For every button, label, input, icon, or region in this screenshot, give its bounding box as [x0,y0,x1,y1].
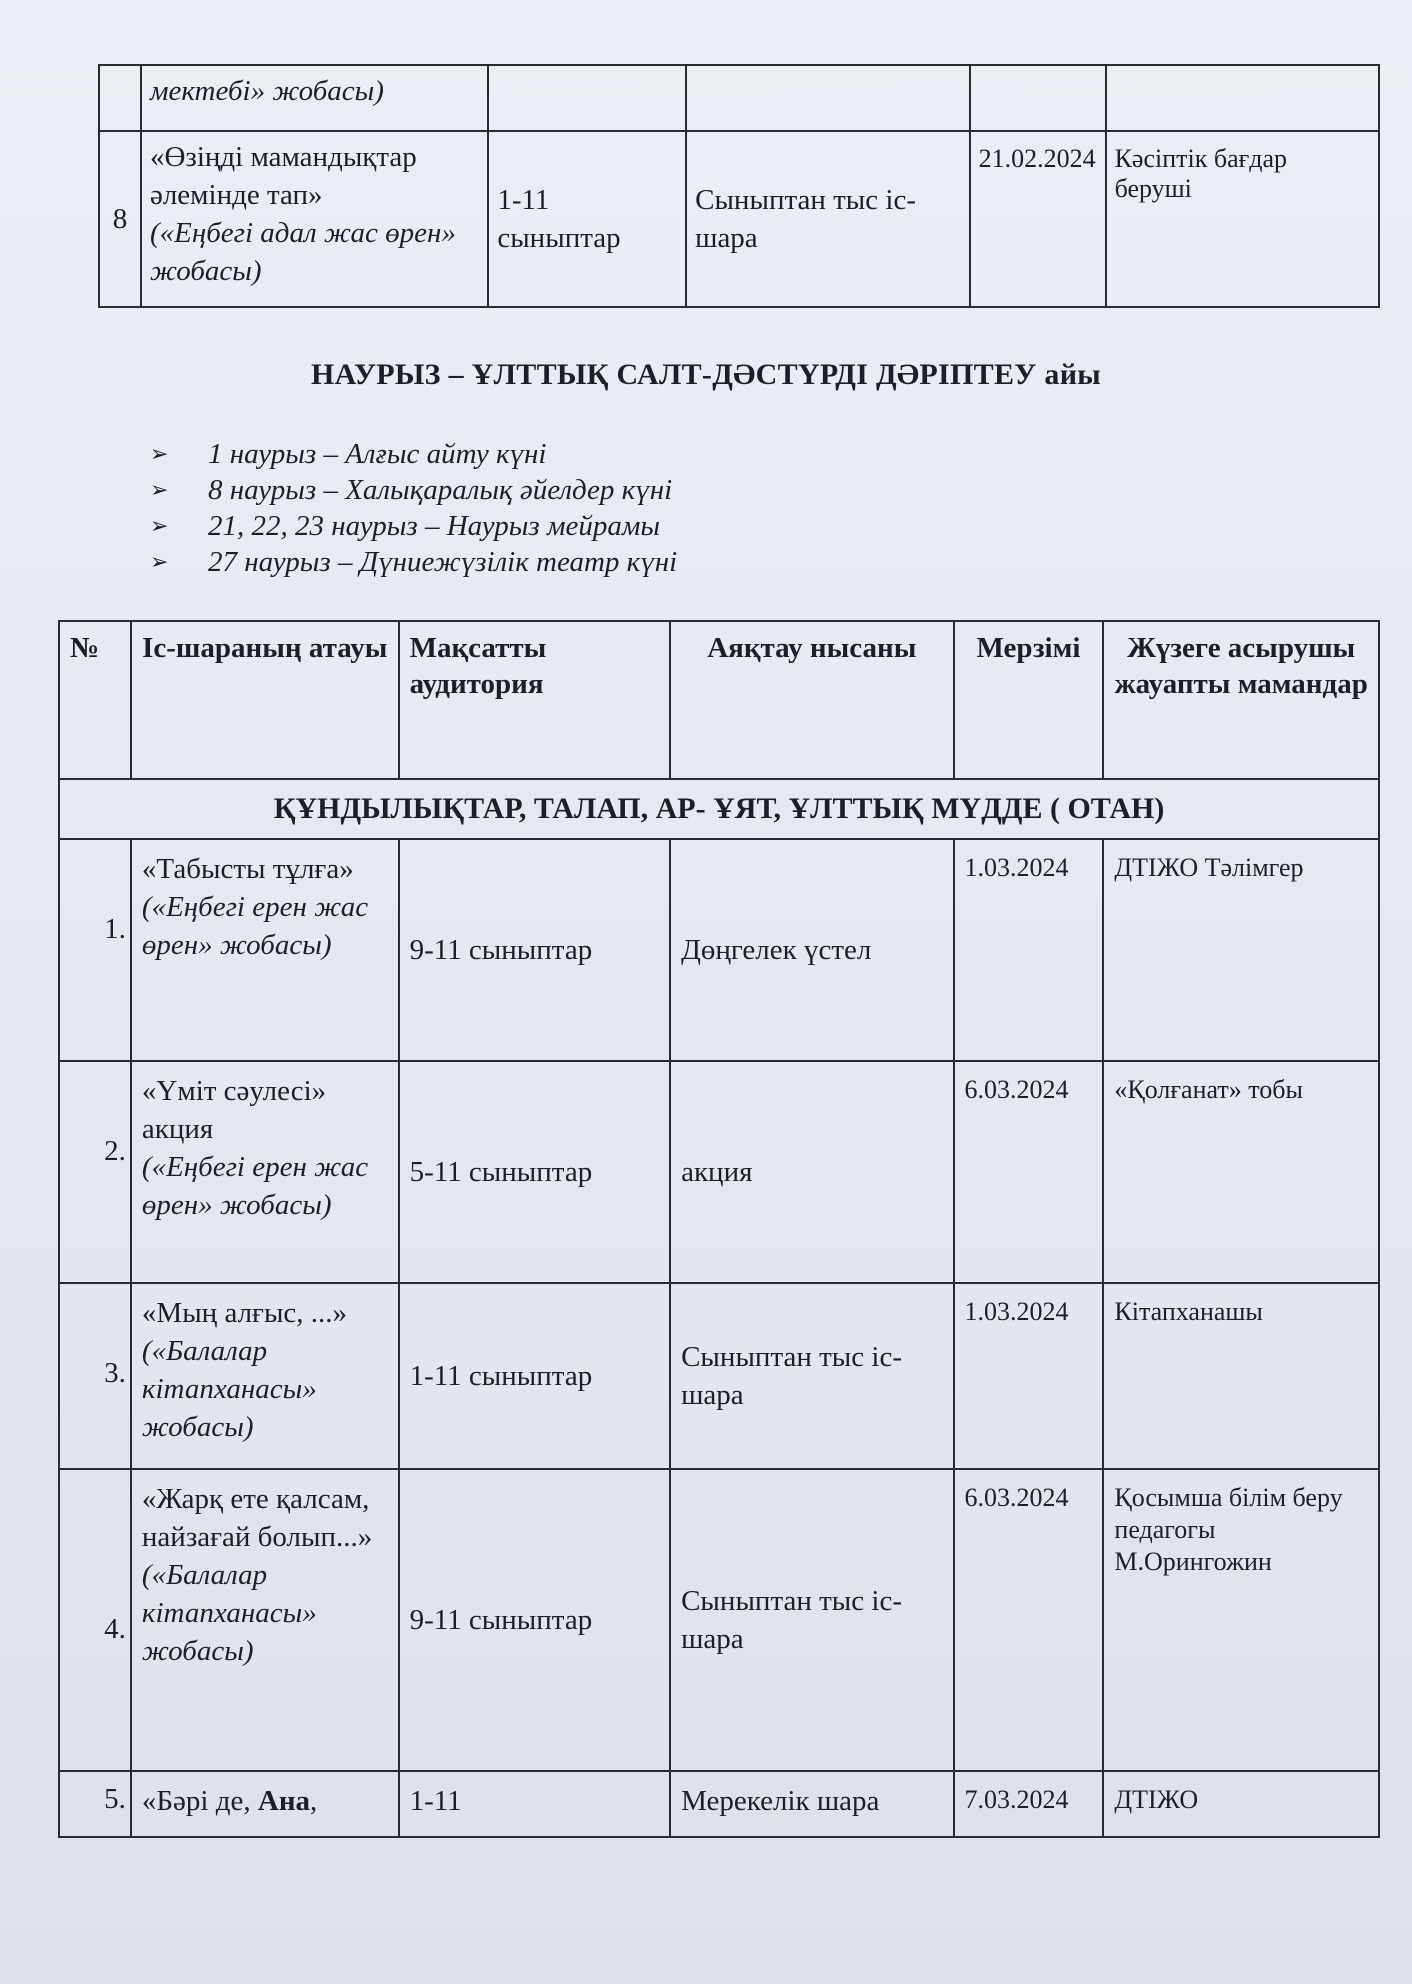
event-title [131,1771,399,1837]
table-row [59,1061,1379,1283]
target-audience: 5-11 сыныптар [399,1061,671,1283]
arrow-bullet-icon: ➢ [150,477,169,502]
event-project: («Еңбегі адал жас өрен» жобасы) [149,217,456,287]
row-number: 3. [59,1283,131,1469]
completion-form: акция [670,1061,953,1283]
completion-form [686,65,969,131]
section-title: ҚҰНДЫЛЫҚТАР, ТАЛАП, АР- ҰЯТ, ҰЛТТЫҚ МҮДДЕ ( ОТАН) [59,779,1379,839]
event-project: («Балалар кітапханасы» жобасы) [141,1335,317,1443]
arrow-bullet-icon: ➢ [150,513,169,538]
table-row [59,839,1379,1061]
event-title [131,839,399,1061]
event-date: 21.02.2024 [970,131,1106,307]
table-row [99,131,1379,307]
header-audience: Мақсатты аудитория [399,621,671,779]
event-project: («Еңбегі ерен жас өрен» жобасы) [141,1151,369,1221]
important-dates-list [150,436,677,580]
target-audience: 1-11 [399,1771,671,1837]
date-text: 1 наурыз – Алғыс айту күні [208,438,547,470]
previous-month-table [98,64,1380,308]
responsible [1106,65,1379,131]
responsible: Кітапханашы [1103,1283,1379,1469]
target-audience: 1-11 сыныптар [399,1283,671,1469]
completion-form: Мерекелік шара [670,1771,953,1837]
event-title [141,131,488,307]
table-row [59,1469,1379,1771]
event-name-part: «Бәрі де, [141,1785,258,1817]
event-name: «Табысты тұлға» [141,853,354,885]
event-project: («Балалар кітапханасы» жобасы) [141,1559,317,1667]
target-audience: 9-11 сыныптар [399,1469,671,1771]
row-number: 1. [59,839,131,1061]
completion-form: Сыныптан тыс іс-шара [670,1469,953,1771]
events-table [58,620,1380,1838]
event-name: «Мың алғыс, ...» [141,1297,348,1329]
header-title: Іс-шараның атауы [131,621,399,779]
responsible: «Қолғанат» тобы [1103,1061,1379,1283]
row-number [99,65,141,131]
table-row [59,1283,1379,1469]
row-number: 2. [59,1061,131,1283]
event-date: 1.03.2024 [954,1283,1104,1469]
header-form: Аяқтау нысаны [670,621,953,779]
section-row [59,779,1379,839]
month-heading-suffix: айы [1044,358,1101,391]
event-date: 1.03.2024 [954,839,1104,1061]
table-header-row [59,621,1379,779]
header-number: № [59,621,131,779]
event-date: 6.03.2024 [954,1469,1104,1771]
event-project: («Еңбегі ерен жас өрен» жобасы) [141,891,369,961]
header-responsible: Жүзеге асырушы жауапты мамандар [1103,621,1379,779]
event-title [131,1469,399,1771]
completion-form: Дөңгелек үстел [670,839,953,1061]
date-text: 27 наурыз – Дүниежүзілік театр күні [208,546,678,578]
header-date: Мерзімі [954,621,1104,779]
row-number: 5. [59,1771,131,1837]
completion-form: Сыныптан тыс іс-шара [670,1283,953,1469]
date-text: 21, 22, 23 наурыз – Наурыз мейрамы [208,510,660,542]
arrow-bullet-icon: ➢ [150,549,169,574]
responsible: ДТІЖО [1103,1771,1379,1837]
row-number: 8 [99,131,141,307]
responsible: Кәсіптік бағдар беруші [1106,131,1379,307]
list-item [150,508,677,544]
event-title [141,65,488,131]
table-row [59,1771,1379,1837]
event-title [131,1061,399,1283]
list-item [150,472,677,508]
responsible: ДТІЖО Тәлімгер [1103,839,1379,1061]
table-row [99,65,1379,131]
event-name-bold: Ана [257,1785,311,1817]
list-item [150,436,677,472]
month-heading [0,358,1412,392]
event-name: «Өзіңді мамандықтар әлемінде тап» [149,141,417,211]
completion-form: Сыныптан тыс іс-шара [686,131,969,307]
target-audience [488,65,686,131]
list-item [150,544,677,580]
target-audience: 1-11 сыныптар [488,131,686,307]
event-date: 7.03.2024 [954,1771,1104,1837]
event-date [970,65,1106,131]
event-name-part: , [310,1785,318,1817]
event-name: «Үміт сәулесі» акция [141,1075,327,1145]
event-title [131,1283,399,1469]
month-heading-main: НАУРЫЗ – ҰЛТТЫҚ САЛТ-ДӘСТҮРДІ ДӘРІПТЕУ [310,358,1037,391]
date-text: 8 наурыз – Халықаралық әйелдер күні [208,474,673,506]
arrow-bullet-icon: ➢ [150,441,169,466]
responsible: Қосымша білім беру педагогы М.Орингожин [1103,1469,1379,1771]
event-name: «Жарқ ете қалсам, найзағай болып...» [141,1483,373,1553]
row-number: 4. [59,1469,131,1771]
target-audience: 9-11 сыныптар [399,839,671,1061]
event-project: мектебі» жобасы) [149,75,384,107]
event-date: 6.03.2024 [954,1061,1104,1283]
